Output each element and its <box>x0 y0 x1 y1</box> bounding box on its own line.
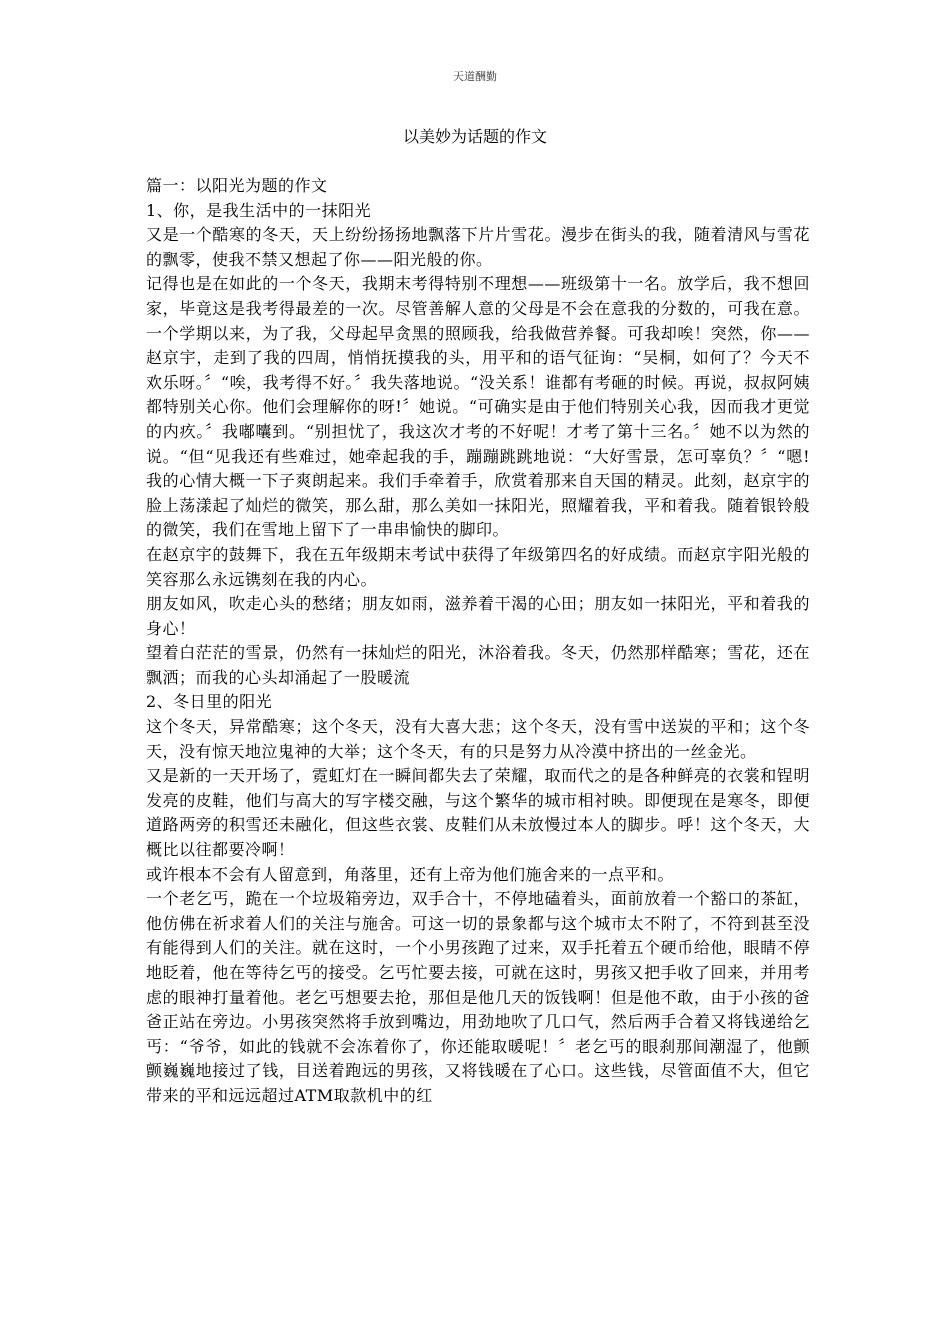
paragraph: 或许根本不会有人留意到，角落里，还有上帝为他们施舍来的一点平和。 <box>146 864 675 884</box>
paragraph: 2、冬日里的阳光 <box>146 692 273 712</box>
paragraph: 又是一个酷寒的冬天，天上纷纷扬扬地飘落下片片雪花。漫步在街头的我，随着清风与雪花的飘零，使我不禁又想起了你——阳光般的你。 <box>146 225 810 269</box>
document-title: 以美妙为话题的作文 <box>402 127 547 146</box>
document-body <box>146 174 810 1109</box>
paragraph: 朋友如风，吹走心头的愁绪；朋友如雨，滋养着干渴的心田；朋友如一抹阳光，平和着我的身心！ <box>146 594 810 638</box>
paragraph: 在赵京宇的鼓舞下，我在五年级期末考试中获得了年级第四名的好成绩。而赵京宇阳光般的笑容那么永远镌刻在我的内心。 <box>146 544 810 589</box>
paragraph: 又是新的一天开场了，霓虹灯在一瞬间都失去了荣耀，取而代之的是各种鲜亮的衣裳和锃明发亮的皮鞋，他们与高大的写字楼交融，与这个繁华的城市相衬映。即便现在是寒冬，即便道路两旁的积雪还未融化，但这些衣裳、皮鞋们从未放慢过本人的脚步。呼！这个冬天，大概比以往都要冷啊！ <box>146 766 810 860</box>
paragraph: 这个冬天，异常酷寒；这个冬天，没有大喜大悲；这个冬天，没有雪中送炭的平和；这个冬天，没有惊天地泣鬼神的大举；这个冬天，有的只是努力从冷漠中挤出的一丝金光。 <box>146 717 810 761</box>
page-header: 天道酬勤 <box>453 70 497 83</box>
paragraph: 记得也是在如此的一个冬天，我期末考得特别不理想——班级第十一名。放学后，我不想回家，毕竟这是我考得最差的一次。尽管善解人意的父母是不会在意我的分数的，可我在意。一个学期以来，为了我，父母起早贪黑的照顾我，给我做营养餐。可我却唉！突然，你——赵京宇，走到了我的四周，悄悄抚摸我的头，用平和的语气征询：“吴桐，如何了？今天不欢乐呀。〞“唉，我考得不好。〞我失落地说。“没关系！谁都有考砸的时候。再说，叔叔阿姨都特别关心你。他们会理解你的呀!〞她说。“可确实是由于他们特别关心我，因而我才更觉的内疚。〞我嘟囔到。“别担忧了，我这次才考的不好呢！才考了第十三名。〞她不以为然的说。“但“见我还有些难过，她牵起我的手，蹦蹦跳跳地说：“大好雪景，怎可辜负？〞“嗯!我的心情大概一下子爽朗起来。我们手牵着手，欣赏着那来自天国的精灵。此刻，赵京宇的脸上荡漾起了灿烂的微笑，那么甜，那么美如一抹阳光，照耀着我，平和着我。随着银铃般的微笑，我们在雪地上留下了一串串愉快的脚印。 <box>146 274 810 540</box>
paragraph: 1、你，是我生活中的一抹阳光 <box>146 200 372 220</box>
paragraph: 篇一：以阳光为题的作文 <box>146 176 328 195</box>
paragraph: 一个老乞丐，跪在一个垃圾箱旁边，双手合十，不停地磕着头，面前放着一个豁口的茶缸，他仿佛在祈求着人们的关注与施舍。可这一切的景象都与这个城市太不附了，不符到甚至没有能得到人们的关注。就在这时，一个小男孩跑了过来，双手托着五个硬币给他，眼睛不停地眨着，他在等待乞丐的接受。乞丐忙要去接，可就在这时，男孩又把手收了回来，并用考虑的眼神打量着他。老乞丐想要去抢，那但是他几天的饭钱啊！但是他不敢，由于小孩的爸爸正站在旁边。小男孩突然将手放到嘴边，用劲地吹了几口气，然后两手合着又将钱递给乞丐：“爷爷，如此的钱就不会冻着你了，你还能取暖呢！〞老乞丐的眼刹那间潮湿了，他颤颤巍巍地接过了钱，目送着跑远的男孩，又将钱暖在了心口。这些钱，尽管面值不大，但它带来的平和远远超过ATM取款机中的红 <box>146 889 810 1105</box>
paragraph: 望着白茫茫的雪景，仍然有一抹灿烂的阳光，沐浴着我。冬天，仍然那样酷寒；雪花，还在飘洒；而我的心头却涌起了一股暖流 <box>146 643 810 687</box>
